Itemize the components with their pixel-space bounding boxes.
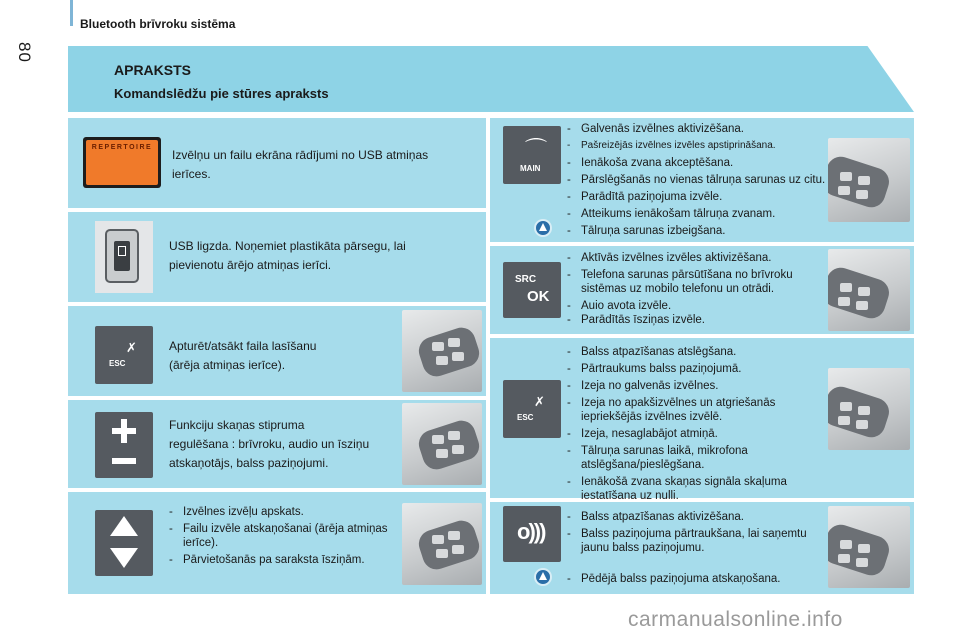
up-down-arrows-icon	[95, 510, 153, 576]
list-item: - Pārtraukums balss paziņojumā.	[563, 362, 827, 376]
phone-icon: ⌒	[525, 137, 548, 162]
steering-wheel-image	[402, 403, 482, 485]
navigation-list	[165, 505, 397, 570]
watermark: carmanualsonline.info	[628, 608, 843, 631]
list-item: - Ienākoša zvana akceptēšana.	[563, 156, 831, 170]
esc-button-icon: ✗ ESC	[503, 380, 561, 438]
long-press-icon	[534, 219, 552, 237]
voice-waves-icon: o)))	[517, 519, 545, 544]
list-item: - Aktīvās izvēlnes izvēles aktivizēšana.	[563, 251, 825, 265]
list-item: - Telefona sarunas pārsūtīšana no brīvroku sistēmas uz mobilo telefonu un otrādi.	[563, 268, 825, 296]
esc-button-icon: ✗ ESC	[95, 326, 153, 384]
section-title: APRAKSTS	[114, 62, 192, 78]
long-press-icon	[534, 568, 552, 586]
list-item: - Failu izvēle atskaņošanai (ārēja atmiņas ierīce).	[165, 522, 397, 550]
volume-text: Funkciju skaņas stipruma regulēšana : brīvroku, audio un īsziņu atskaņotājs, balss paziņojumi.	[169, 418, 370, 470]
steering-wheel-image	[828, 506, 910, 588]
voice-list	[563, 510, 825, 558]
list-item: - Izeja no galvenās izvēlnes.	[563, 379, 827, 393]
usb-text: USB ligzda. Noņemiet plastikāta pārsegu, lai pievienotu ārējo atmiņas ierīci.	[169, 239, 406, 272]
chapter-title: Bluetooth brīvroku sistēma	[80, 17, 236, 31]
arrow-down-icon	[110, 548, 138, 568]
list-item: - Balss atpazīšanas atslēgšana.	[563, 345, 827, 359]
list-item: - Auio avota izvēle.	[563, 299, 825, 313]
list-item: - Izeja no apakšizvēlnes un atgriešanās iepriekšējās izvēlnes izvēlē.	[563, 396, 827, 424]
voice-recognition-icon	[503, 506, 561, 562]
list-item: - Pēdējā balss paziņojuma atskaņošana.	[563, 572, 825, 586]
list-item: - Izeja, nesaglabājot atmiņā.	[563, 427, 827, 441]
minus-icon	[112, 458, 136, 464]
phone-main-icon: ⌒ MAIN	[503, 126, 561, 184]
page-number: 80	[15, 42, 34, 63]
main-list	[563, 122, 831, 241]
voice-long-press-list	[563, 572, 825, 589]
usb-socket-icon	[95, 221, 153, 293]
section-banner	[68, 46, 914, 112]
pause-resume-text: Apturēt/atsākt faila lasīšanu (ārēja atmiņas ierīce).	[169, 339, 317, 372]
steering-wheel-image	[402, 503, 482, 585]
chapter-rule	[70, 0, 73, 26]
list-item: - Balss paziņojuma pārtraukšana, lai saņemtu jaunu balss paziņojumu.	[563, 527, 825, 555]
list-item: - Pārvietošanās pa saraksta īsziņām.	[165, 553, 397, 567]
list-item: - Pašreizējās izvēlnes izvēles apstiprināšana.	[563, 139, 831, 153]
repertoire-label: REPERTOIRE	[91, 144, 153, 151]
steering-wheel-image	[402, 310, 482, 392]
src-ok-icon: SRC OK	[503, 262, 561, 318]
repertoire-text: Izvēlņu un failu ekrāna rādījumi no USB atmiņas ierīces.	[172, 148, 429, 181]
list-item: - Pārslēgšanās no vienas tālruņa sarunas uz citu.	[563, 173, 831, 187]
list-item: - Ienākošā zvana skaņas signāla skaļuma iestatīšana uz nulli.	[563, 475, 827, 503]
plus-icon	[112, 419, 136, 443]
steering-wheel-image	[828, 249, 910, 331]
arrow-up-icon	[110, 516, 138, 536]
steering-wheel-image	[828, 368, 910, 450]
list-item: - Tālruņa sarunas izbeigšana.	[563, 224, 831, 238]
src-ok-list	[563, 251, 825, 330]
cancel-icon: ✗	[534, 394, 545, 409]
steering-wheel-image	[828, 138, 910, 222]
esc-list	[563, 345, 827, 506]
list-item: - Atteikums ienākošam tālruņa zvanam.	[563, 207, 831, 221]
section-subtitle: Komandslēdžu pie stūres apraksts	[114, 86, 329, 101]
list-item: - Galvenās izvēlnes aktivizēšana.	[563, 122, 831, 136]
list-item: - Parādītā paziņojuma izvēle.	[563, 190, 831, 204]
repertoire-display-icon	[83, 137, 161, 188]
plus-minus-icon	[95, 412, 153, 478]
pause-icon: ✗	[126, 340, 137, 355]
list-item: - Parādītās īsziņas izvēle.	[563, 313, 825, 327]
list-item: - Izvēlnes izvēļu apskats.	[165, 505, 397, 519]
list-item: - Balss atpazīšanas aktivizēšana.	[563, 510, 825, 524]
list-item: - Tālruņa sarunas laikā, mikrofona atslēgšana/pieslēgšana.	[563, 444, 827, 472]
